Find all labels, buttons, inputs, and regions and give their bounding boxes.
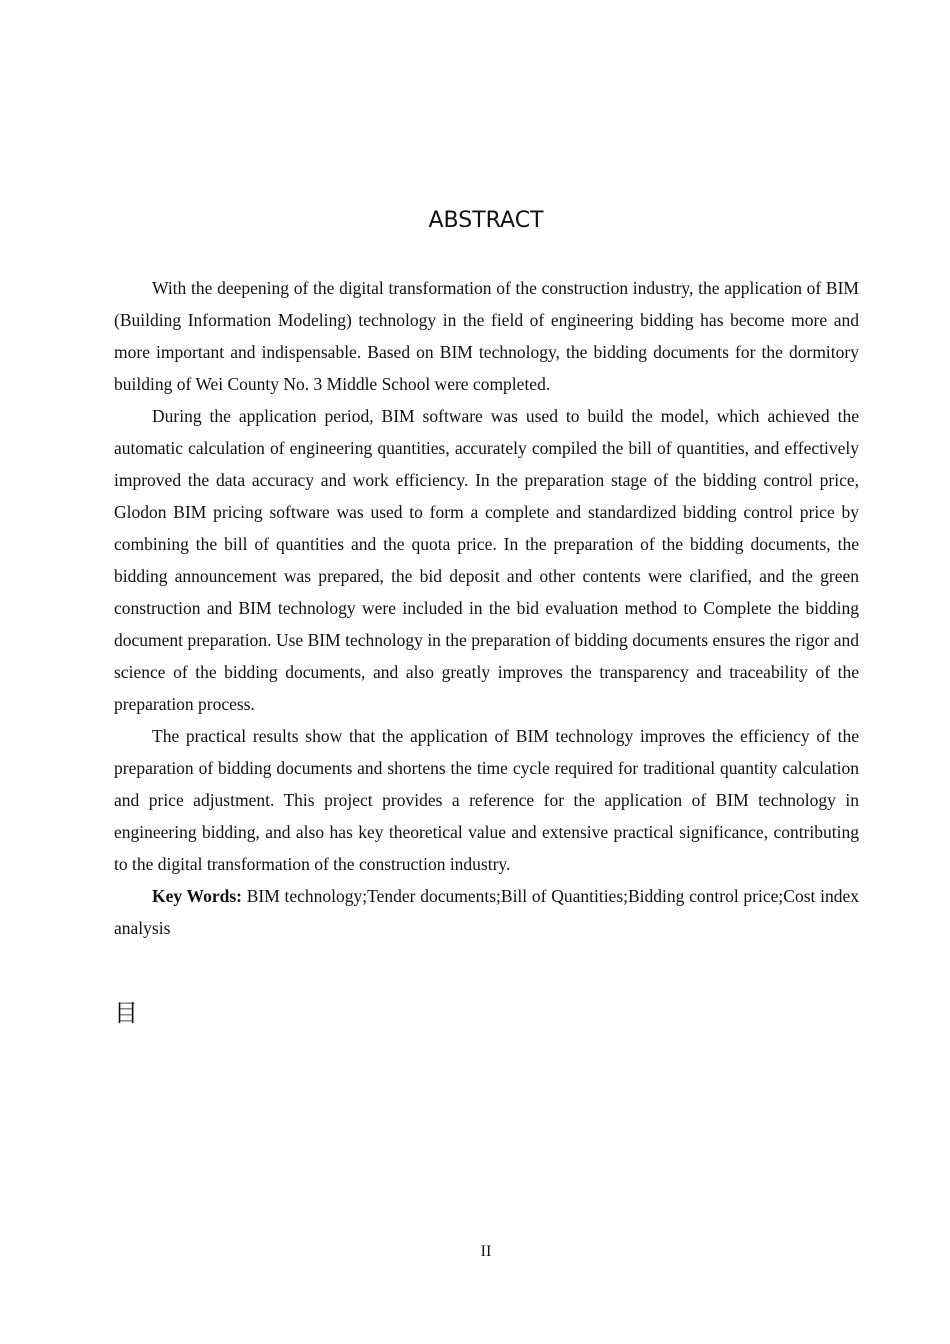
toc-heading: 目 <box>114 999 138 1027</box>
keywords-label: Key Words: <box>152 886 242 906</box>
abstract-body <box>114 272 859 944</box>
abstract-paragraph: With the deepening of the digital transformation of the construction industry, the application of BIM (Building Information Modeling) technology in the field of engineering bidding has become more and more important and indispensable. Based on BIM technology, the bidding documents for the dormitory building of Wei County No. 3 Middle School were completed. <box>114 278 859 394</box>
keywords-paragraph <box>114 880 859 944</box>
page-number: II <box>480 1243 492 1260</box>
abstract-title: ABSTRACT <box>428 208 544 233</box>
keywords-text: BIM technology;Tender documents;Bill of Quantities;Bidding control price;Cost index analysis <box>114 886 859 938</box>
abstract-paragraph: During the application period, BIM software was used to build the model, which achieved the automatic calculation of engineering quantities, accurately compiled the bill of quantities, and effectively improved the data accuracy and work efficiency. In the preparation stage of the bidding control price, Glodon BIM pricing software was used to form a complete and standardized bidding control price by combining the bill of quantities and the quota price. In the preparation of the bidding documents, the bidding announcement was prepared, the bid deposit and other contents were clarified, and the green construction and BIM technology were included in the bid evaluation method to Complete the bidding document preparation. Use BIM technology in the preparation of bidding documents ensures the rigor and science of the bidding documents, and also greatly improves the transparency and traceability of the preparation process. <box>114 406 859 714</box>
abstract-paragraph: The practical results show that the application of BIM technology improves the efficiency of the preparation of bidding documents and shortens the time cycle required for traditional quantity calculation and price adjustment. This project provides a reference for the application of BIM technology in engineering bidding, and also has key theoretical value and extensive practical significance, contributing to the digital transformation of the construction industry. <box>114 726 859 874</box>
